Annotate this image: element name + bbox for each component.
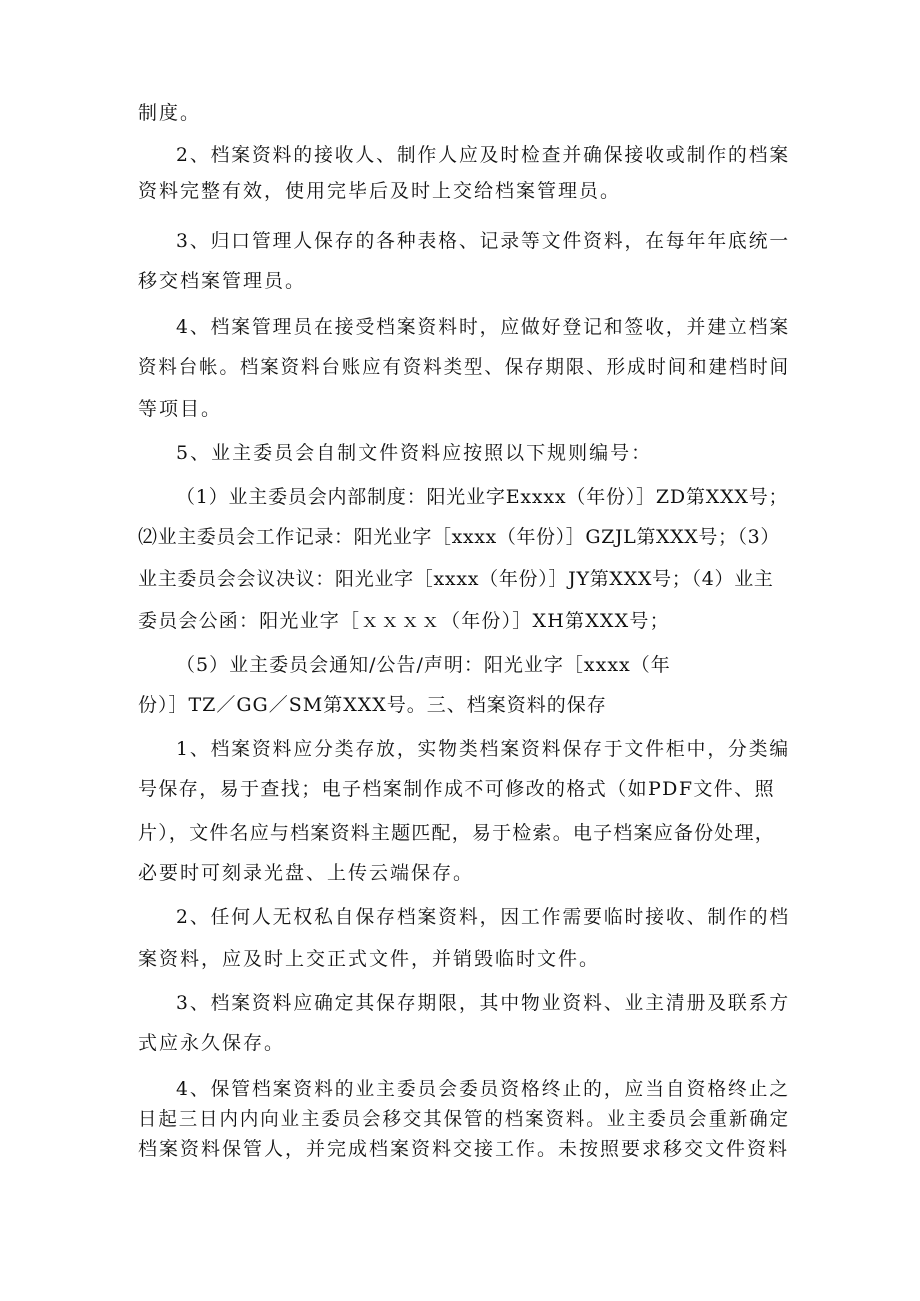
text-line-19: 必要时可刻录光盘、上传云端保存。: [138, 862, 475, 884]
text-line-20: 2、任何人无权私自保存档案资料，因工作需要临时接收、制作的档: [176, 906, 791, 928]
text-line-6: 4、档案管理员在接受档案资料时，应做好登记和签收，并建立档案: [176, 316, 791, 338]
text-line-9: 5、业主委员会自制文件资料应按照以下规则编号：: [176, 442, 653, 464]
text-line-11: ⑵业主委员会工作记录：阳光业字［xxxx（年份）］GZJL第XXX号；（3）: [138, 526, 780, 548]
text-line-26: 档案资料保管人，并完成档案资料交接工作。未按照要求移交文件资料: [138, 1138, 790, 1160]
text-line-16: 1、档案资料应分类存放，实物类档案资料保存于文件柜中，分类编: [176, 738, 791, 760]
text-line-22: 3、档案资料应确定其保存期限，其中物业资料、业主清册及联系方: [176, 992, 791, 1014]
text-line-23: 式应永久保存。: [138, 1032, 286, 1054]
text-line-15: 份）］TZ／GG／SM第XXX号。三、档案资料的保存: [138, 694, 607, 716]
text-line-25: 日起三日内内向业主委员会移交其保管的档案资料。业主委员会重新确定: [138, 1108, 790, 1130]
text-line-8: 等项目。: [138, 398, 223, 420]
text-line-14: （5）业主委员会通知/公告/声明：阳光业字［xxxx（年: [176, 654, 671, 676]
text-line-2: 2、档案资料的接收人、制作人应及时检查并确保接收或制作的档案: [176, 144, 791, 166]
text-line-21: 案资料，应及时上交正式文件，并销毁临时文件。: [138, 948, 601, 970]
text-line-17: 号保存，易于查找；电子档案制作成不可修改的格式（如PDF文件、照: [138, 778, 776, 800]
text-line-12: 业主委员会会议决议：阳光业字［xxxx（年份）］JY第XXX号；（4）业主: [138, 568, 774, 590]
text-line-13: 委员会公函：阳光业字［ｘｘｘｘ（年份）］XH第XXX号；: [138, 610, 670, 632]
text-line-5: 移交档案管理员。: [138, 270, 307, 292]
text-line-7: 资料台帐。档案资料台账应有资料类型、保存期限、形成时间和建档时间: [138, 356, 790, 378]
text-line-18: 片），文件名应与档案资料主题匹配，易于检索。电子档案应备份处理，: [138, 822, 775, 844]
text-line-24: 4、保管档案资料的业主委员会委员资格终止的，应当自资格终止之: [176, 1078, 791, 1100]
text-line-10: （1）业主委员会内部制度：阳光业字Exxxx（年份）］ZD第XXX号；: [176, 486, 789, 508]
text-line-3: 资料完整有效，使用完毕后及时上交给档案管理员。: [138, 180, 622, 202]
text-line-1: 制度。: [138, 102, 202, 124]
text-line-4: 3、归口管理人保存的各种表格、记录等文件资料，在每年年底统一: [176, 230, 791, 252]
